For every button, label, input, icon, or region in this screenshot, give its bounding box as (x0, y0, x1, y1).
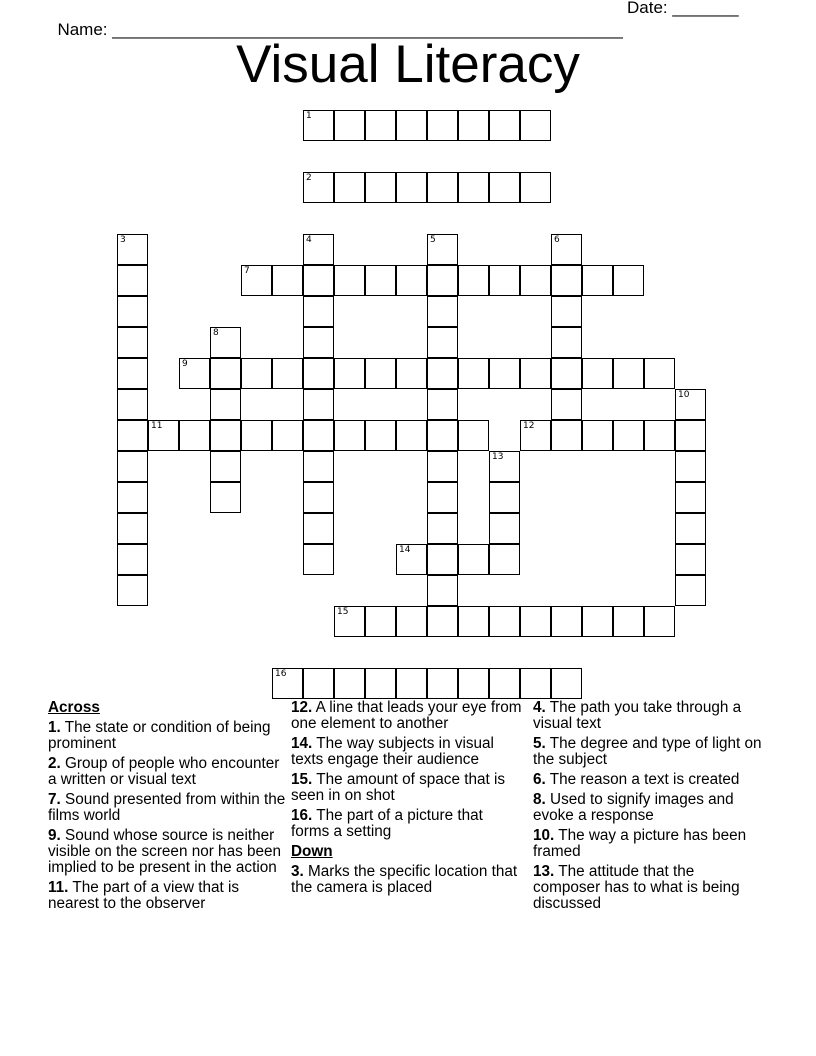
grid-cell[interactable] (427, 296, 458, 327)
grid-cell[interactable] (117, 420, 148, 451)
clue-number: 5 (430, 235, 436, 245)
grid-cell[interactable] (365, 420, 396, 451)
grid-cell[interactable] (303, 327, 334, 358)
grid-cell[interactable] (334, 110, 365, 141)
grid-cell[interactable] (489, 451, 520, 482)
date-field[interactable]: Date: _______ (627, 0, 739, 17)
grid-cell[interactable] (241, 265, 272, 296)
clue-number: 12 (523, 421, 535, 431)
clue-number: 11 (151, 421, 163, 431)
grid-cell[interactable] (396, 544, 427, 575)
grid-cell[interactable] (396, 110, 427, 141)
grid-cell[interactable] (458, 606, 489, 637)
clue-across-14: 14. The way subjects in visual texts engage their audience (291, 735, 494, 768)
grid-cell[interactable] (427, 172, 458, 203)
grid-cell[interactable] (334, 265, 365, 296)
grid-cell[interactable] (303, 172, 334, 203)
grid-cell[interactable] (551, 668, 582, 699)
grid-cell[interactable] (396, 606, 427, 637)
grid-cell[interactable] (303, 296, 334, 327)
grid-cell[interactable] (365, 110, 396, 141)
clue-across-2: 2. Group of people who encounter a written or visual text (48, 755, 280, 788)
clue-number: 4 (306, 235, 312, 245)
grid-cell[interactable] (458, 544, 489, 575)
grid-cell[interactable] (210, 482, 241, 513)
grid-cell[interactable] (427, 389, 458, 420)
grid-cell[interactable] (303, 234, 334, 265)
grid-cell[interactable] (520, 606, 551, 637)
grid-cell[interactable] (675, 451, 706, 482)
grid-cell[interactable] (334, 606, 365, 637)
grid-cell[interactable] (613, 606, 644, 637)
grid-cell[interactable] (303, 451, 334, 482)
grid-cell[interactable] (427, 544, 458, 575)
grid-cell[interactable] (179, 420, 210, 451)
grid-cell[interactable] (210, 327, 241, 358)
grid-cell[interactable] (489, 513, 520, 544)
grid-cell[interactable] (210, 420, 241, 451)
grid-cell[interactable] (489, 265, 520, 296)
grid-cell[interactable] (117, 358, 148, 389)
clues-column-3 (533, 700, 765, 916)
clues-column-1 (48, 700, 288, 916)
grid-cell[interactable] (458, 420, 489, 451)
grid-cell[interactable] (117, 234, 148, 265)
grid-cell[interactable] (396, 172, 427, 203)
grid-cell[interactable] (241, 420, 272, 451)
grid-cell[interactable] (303, 513, 334, 544)
grid-cell[interactable] (644, 420, 675, 451)
grid-cell[interactable] (675, 420, 706, 451)
grid-cell[interactable] (365, 606, 396, 637)
grid-cell[interactable] (489, 172, 520, 203)
clue-number: 14 (399, 545, 411, 555)
grid-cell[interactable] (458, 110, 489, 141)
grid-cell[interactable] (675, 575, 706, 606)
grid-cell[interactable] (241, 358, 272, 389)
grid-cell[interactable] (582, 420, 613, 451)
grid-cell[interactable] (520, 420, 551, 451)
grid-cell[interactable] (396, 358, 427, 389)
grid-cell[interactable] (427, 110, 458, 141)
clue-across-9: 9. Sound whose source is neither visible on the screen nor has been implied to be present in the action (48, 827, 282, 876)
grid-cell[interactable] (334, 420, 365, 451)
grid-cell[interactable] (303, 482, 334, 513)
clue-across-11: 11. The part of a view that is nearest to the observer (48, 879, 240, 912)
grid-cell[interactable] (365, 172, 396, 203)
grid-cell[interactable] (551, 420, 582, 451)
grid-cell[interactable] (458, 172, 489, 203)
clues-column-2 (291, 700, 523, 900)
grid-cell[interactable] (117, 389, 148, 420)
grid-cell[interactable] (644, 358, 675, 389)
clue-down-3: 3. Marks the specific location that the camera is placed (291, 863, 518, 896)
grid-cell[interactable] (210, 389, 241, 420)
clue-down-6: 6. The reason a text is created (533, 771, 740, 788)
clue-number: 8 (213, 328, 219, 338)
grid-cell[interactable] (117, 513, 148, 544)
grid-cell[interactable] (334, 668, 365, 699)
grid-cell[interactable] (427, 482, 458, 513)
grid-cell[interactable] (117, 451, 148, 482)
page-title: Visual Literacy (236, 35, 580, 94)
grid-cell[interactable] (427, 668, 458, 699)
grid-cell[interactable] (582, 606, 613, 637)
grid-cell[interactable] (675, 513, 706, 544)
grid-cell[interactable] (272, 265, 303, 296)
clue-across-1: 1. The state or condition of being prominent (48, 719, 271, 752)
grid-cell[interactable] (117, 544, 148, 575)
grid-cell[interactable] (303, 389, 334, 420)
grid-cell[interactable] (396, 668, 427, 699)
grid-cell[interactable] (396, 265, 427, 296)
grid-cell[interactable] (489, 668, 520, 699)
clue-number: 16 (275, 669, 287, 679)
grid-cell[interactable] (458, 265, 489, 296)
grid-cell[interactable] (489, 110, 520, 141)
grid-cell[interactable] (365, 358, 396, 389)
grid-cell[interactable] (117, 482, 148, 513)
grid-cell[interactable] (489, 358, 520, 389)
clue-across-15: 15. The amount of space that is seen in on shot (291, 771, 506, 804)
grid-cell[interactable] (334, 172, 365, 203)
grid-cell[interactable] (458, 668, 489, 699)
clue-number: 10 (678, 390, 690, 400)
grid-cell[interactable] (489, 482, 520, 513)
clue-down-10: 10. The way a picture has been framed (533, 827, 747, 860)
grid-cell[interactable] (520, 172, 551, 203)
grid-cell[interactable] (520, 668, 551, 699)
grid-cell[interactable] (675, 482, 706, 513)
grid-cell[interactable] (427, 606, 458, 637)
grid-cell[interactable] (551, 358, 582, 389)
grid-cell[interactable] (427, 234, 458, 265)
clue-down-13: 13. The attitude that the composer has to what is being discussed (533, 863, 740, 912)
grid-cell[interactable] (396, 420, 427, 451)
grid-cell[interactable] (365, 265, 396, 296)
grid-cell[interactable] (551, 234, 582, 265)
grid-cell[interactable] (613, 358, 644, 389)
grid-cell[interactable] (427, 451, 458, 482)
grid-cell[interactable] (117, 327, 148, 358)
grid-cell[interactable] (582, 358, 613, 389)
grid-cell[interactable] (365, 668, 396, 699)
grid-cell[interactable] (148, 420, 179, 451)
clue-number: 3 (120, 235, 126, 245)
grid-cell[interactable] (427, 420, 458, 451)
clue-across-12: 12. A line that leads your eye from one element to another (291, 699, 522, 732)
clue-number: 1 (306, 111, 312, 121)
grid-cell[interactable] (179, 358, 210, 389)
grid-cell[interactable] (551, 296, 582, 327)
grid-cell[interactable] (272, 420, 303, 451)
grid-cell[interactable] (520, 265, 551, 296)
grid-cell[interactable] (613, 420, 644, 451)
grid-cell[interactable] (117, 296, 148, 327)
grid-cell[interactable] (427, 327, 458, 358)
clue-number: 2 (306, 173, 312, 183)
clue-down-8: 8. Used to signify images and evoke a response (533, 791, 734, 824)
grid-cell[interactable] (644, 606, 675, 637)
grid-cell[interactable] (582, 265, 613, 296)
grid-cell[interactable] (303, 544, 334, 575)
grid-cell[interactable] (272, 358, 303, 389)
grid-cell[interactable] (303, 668, 334, 699)
clue-number: 9 (182, 359, 188, 369)
grid-cell[interactable] (334, 358, 365, 389)
name-field[interactable]: Name: ______________________________________________________ (57, 20, 623, 39)
grid-cell[interactable] (427, 265, 458, 296)
grid-cell[interactable] (520, 358, 551, 389)
across-heading: Across (48, 699, 100, 716)
grid-cell[interactable] (210, 358, 241, 389)
clue-down-5: 5. The degree and type of light on the subject (533, 735, 762, 768)
grid-cell[interactable] (427, 575, 458, 606)
clue-number: 13 (492, 452, 504, 462)
grid-cell[interactable] (489, 544, 520, 575)
grid-cell[interactable] (551, 389, 582, 420)
grid-cell[interactable] (489, 606, 520, 637)
grid-cell[interactable] (303, 110, 334, 141)
grid-cell[interactable] (551, 265, 582, 296)
grid-cell[interactable] (551, 606, 582, 637)
grid-cell[interactable] (675, 544, 706, 575)
down-heading: Down (291, 843, 333, 860)
clue-number: 6 (554, 235, 560, 245)
grid-cell[interactable] (210, 451, 241, 482)
grid-cell[interactable] (272, 668, 303, 699)
grid-cell[interactable] (427, 513, 458, 544)
clue-down-4: 4. The path you take through a visual text (533, 699, 742, 732)
grid-cell[interactable] (303, 358, 334, 389)
grid-cell[interactable] (117, 265, 148, 296)
grid-cell[interactable] (520, 110, 551, 141)
clue-across-16: 16. The part of a picture that forms a setting (291, 807, 483, 840)
clue-number: 7 (244, 266, 250, 276)
grid-cell[interactable] (303, 265, 334, 296)
clue-number: 15 (337, 607, 349, 617)
grid-cell[interactable] (117, 575, 148, 606)
grid-cell[interactable] (675, 389, 706, 420)
grid-cell[interactable] (303, 420, 334, 451)
grid-cell[interactable] (458, 358, 489, 389)
grid-cell[interactable] (613, 265, 644, 296)
clue-across-7: 7. Sound presented from within the films world (48, 791, 286, 824)
grid-cell[interactable] (427, 358, 458, 389)
grid-cell[interactable] (551, 327, 582, 358)
